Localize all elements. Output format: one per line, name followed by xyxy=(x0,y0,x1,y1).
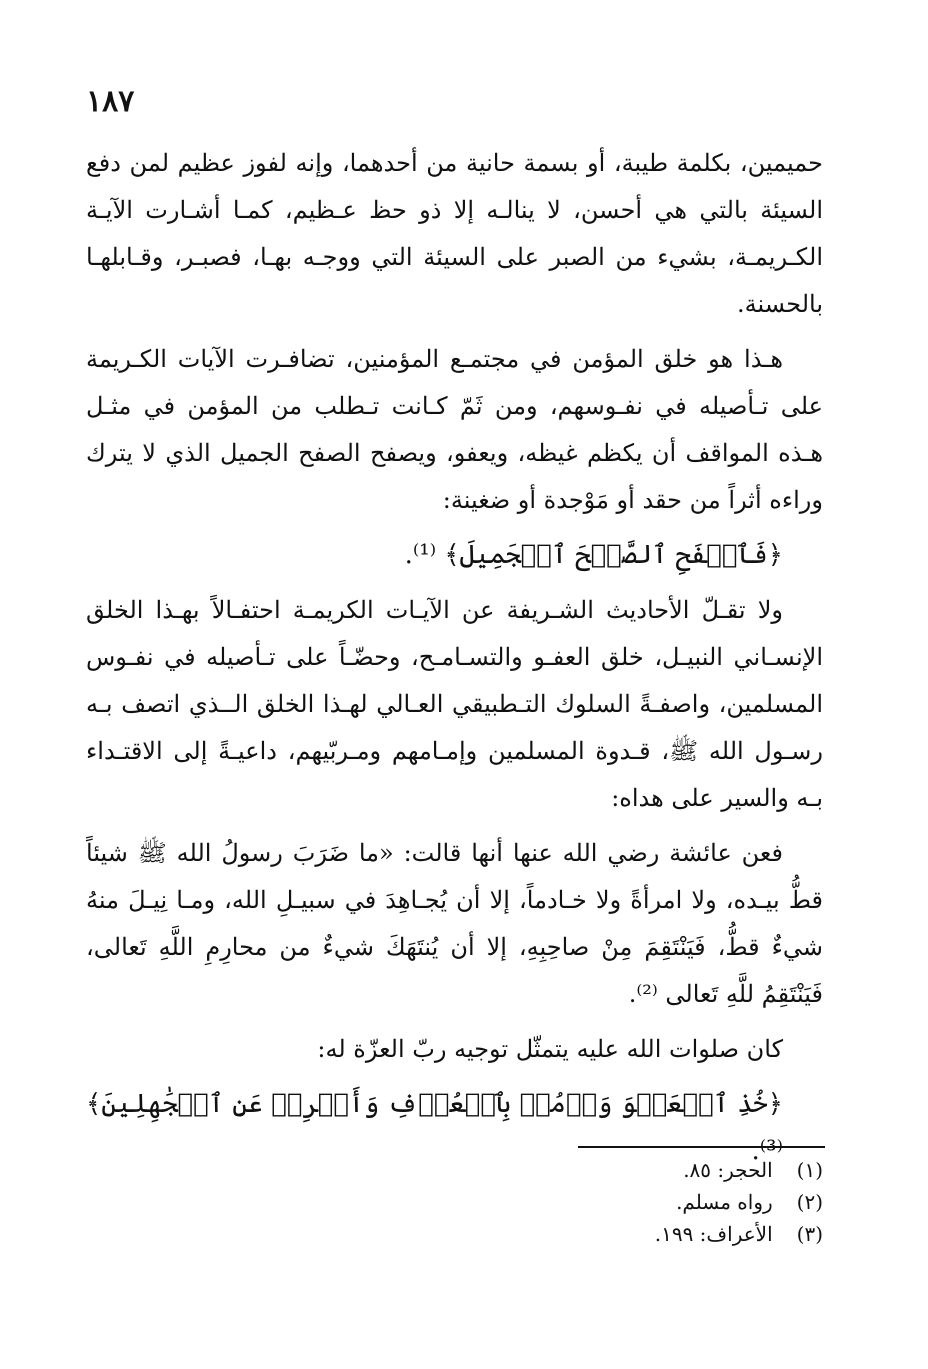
footnote-number: (٣) xyxy=(796,1222,823,1246)
footnote-divider xyxy=(578,1146,825,1148)
quran-verse-2: ﴿خُذِ ٱلۡعَفۡوَ وَأۡمُرۡ بِٱلۡعُرۡفِ وَأَعۡرِضۡ عَنِ ٱلۡجَٰهِلِينَ﴾ ⁽³⁾. xyxy=(86,1089,783,1166)
footnote-number: (٢) xyxy=(796,1190,823,1214)
paragraph-4: فعن عائشة رضي الله عنها أنها قالت: «ما ضَرَبَ رسولُ الله ﷺ شيئاً قطُّ بيـده، ولا امرأةً ولا خـادماً، إلا أن يُجـاهِدَ في سبيـلِ الله، ومـا نِيـلَ منهُ شيءٌ قطُّ، فَيَنْتَقِمَ مِنْ صاحِبِهِ، إلا أن يُنتَهَكَ شيءٌ من محارِمِ اللَّهِ تَعالى، فَيَنْتَقِمُ للَّهِ تَعالى ⁽²⁾. xyxy=(86,839,824,1008)
footnote-number: (١) xyxy=(796,1158,823,1182)
paragraph-3: ولا تقـلّ الأحاديث الشـريفة عن الآيـات الكريمـة احتفـالاً بهـذا الخلق الإنسـاني النبيـل، خلق العفـو والتسـامـح، وحضّـاً على تـأصيله في نفـوس المسلمين، واصفـةً السلوك التـطبيقي العـالي لهـذا الخلق الــذي اتصف بـه رسـول الله ﷺ، قـدوة المسلمين وإمـامهم ومـربّيهم، داعيـةً إلى الاقتـداء بـه والسير على هداه: xyxy=(86,596,824,812)
footnote-text: رواه مسلم. xyxy=(676,1190,773,1214)
footnotes xyxy=(523,1154,823,1250)
paragraph-5: كان صلوات الله عليه يتمثّل توجيه ربّ العزّة له: xyxy=(317,1035,783,1063)
paragraph-1: حميمين، بكلمة طيبة، أو بسمة حانية من أحدهما، وإنه لفوز عظيم لمن دفع السيئة بالتي هي أحسن، لا ينالـه إلا ذو حظ عـظيم، كمـا أشـارت الآيـة الكـريمـة، بشيء من الصبر على السيئة التي ووجـه بهـا، فصبـر، وقـابلهـا بالحسنة. xyxy=(86,149,823,318)
page-number: ١٨٧ xyxy=(86,84,135,119)
footnote-item xyxy=(523,1186,823,1218)
footnote-item xyxy=(523,1154,823,1186)
paragraph-2: هـذا هو خلق المؤمن في مجتمـع المؤمنين، تضافـرت الآيات الكـريمة على تـأصيله في نفـوسهم، ومن ثَمّ كـانت تـطلب من المؤمن في مثـل هـذه المواقف أن يكظم غيظه، ويعفو، ويصفح الصفح الجميل الذي لا يترك وراءه أثراً من حقد أو مَوْجدة أو ضغينة: xyxy=(86,345,823,514)
footnote-text: الأعراف: ١٩٩. xyxy=(654,1222,773,1246)
footnote-item xyxy=(523,1218,823,1250)
body-text xyxy=(86,140,823,1183)
footnote-text: الحجر: ٨٥. xyxy=(683,1158,773,1182)
quran-verse-1: ﴿فَٱصۡفَحِ ٱلصَّفۡحَ ٱلۡجَمِيلَ﴾ ⁽¹⁾. xyxy=(404,540,783,570)
